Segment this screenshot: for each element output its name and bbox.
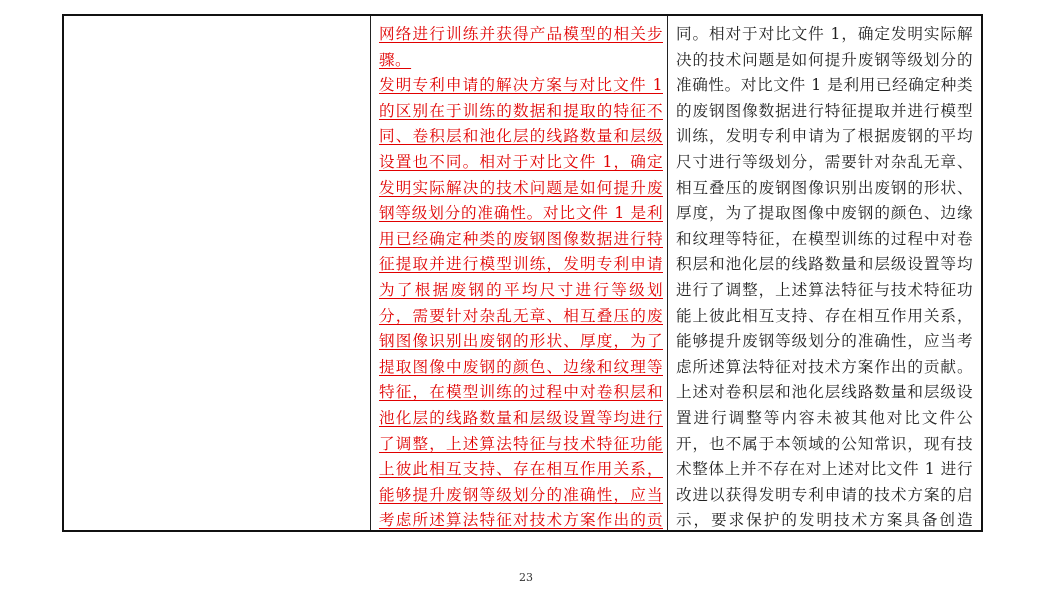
- table-cell-original-text: [668, 16, 981, 530]
- comparison-table: [62, 14, 983, 532]
- original-paragraph: 同。相对于对比文件 1，确定发明实际解决的技术问题是如何提升废钢等级划分的准确性。对比文件 1 是利用已经确定种类的废钢图像数据进行特征提取并进行模型训练，发明专利申请为了根据废钢的平均尺寸进行等级划分，需要针对杂乱无章、相互叠压的废钢图像识别出废钢的形状、厚度，为了提取图像中废钢的颜色、边缘和纹理等特征，在模型训练的过程中对卷积层和池化层的线路数量和层级设置等均进行了调整，上述算法特征与技术特征功能上彼此相互支持、存在相互作用关系，能够提升废钢等级划分的准确性，应当考虑所述算法特征对技术方案作出的贡献。上述对卷积层和池化层线路数量和层级设置进行调整等内容未被其他对比文件公开，也不属于本领域的公知常识，现有技术整体上并不存在对上述对比文件 1 进行改进以获得发明专利申请的技术方案的启示，要求保护的发明技术方案具备创造: [676, 25, 973, 530]
- revised-line-intro: 网络进行训练并获得产品模型的相关步骤。: [379, 25, 663, 69]
- revised-paragraph: 发明专利申请的解决方案与对比文件 1 的区别在于训练的数据和提取的特征不同、卷积层和池化层的线路数量和层级设置也不同。相对于对比文件 1，确定发明实际解决的技术问题是如何提升废钢等级划分的准确性。对比文件 1 是利用已经确定种类的废钢图像数据进行特征提取并进行模型训练，发明专利申请为了根据废钢的平均尺寸进行等级划分，需要针对杂乱无章、相互叠压的废钢图像识别出废钢的形状、厚度，为了提取图像中废钢的颜色、边缘和纹理等特征，在模型训练的过程中对卷积层和池化层的线路数量和层级设置等均进行了调整，上述算法特征与技术特征功能上彼此相互支持、存在相互作用关系，能够提升废钢等级划分的准确性，应当考虑所述算法特征对技术方案作出的贡: [379, 76, 663, 530]
- table-cell-revised-text: [371, 16, 668, 530]
- table-cell-left-empty: [64, 16, 371, 530]
- page-number: 23: [519, 571, 533, 584]
